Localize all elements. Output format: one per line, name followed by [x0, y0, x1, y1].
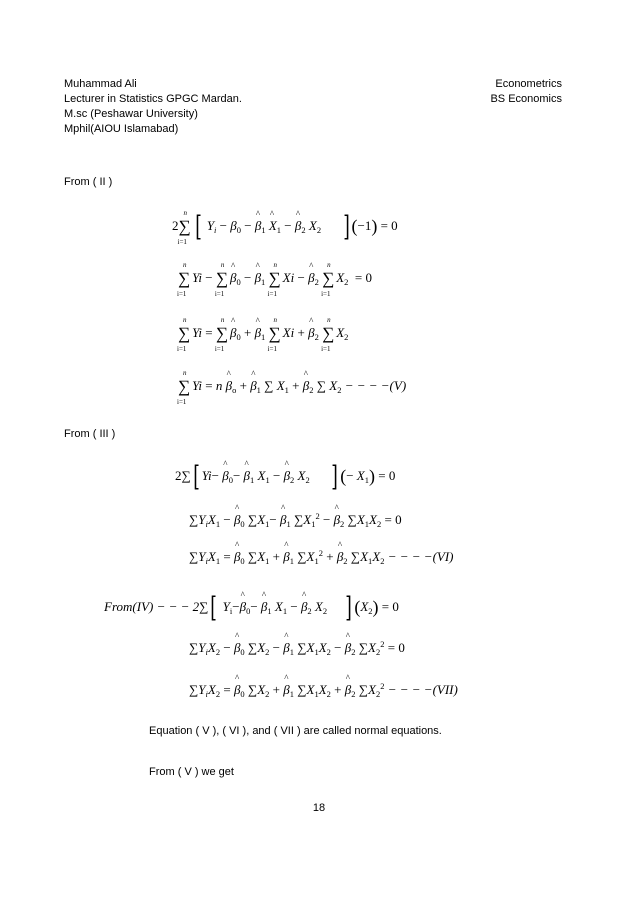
- from-v-note: From ( V ) we get: [149, 766, 234, 778]
- author-degree-msc: M.sc (Peshawar University): [64, 108, 198, 120]
- course-name: Econometrics: [495, 78, 562, 90]
- equation-ii-2: ∑ n i=1 Yi − ∑ n i=1 ^ $\beta_0$ − ^ $\beta_1$ ∑ n i=1 Xi − ^ $\beta_2$ ∑ n i=1 $X_2 = 0$: [178, 270, 372, 287]
- equation-vii-tag: − − − −(VII): [387, 682, 458, 697]
- equation-iii-1: 2∑[ Yi− ^ $\beta_0-$ ^ $\beta_1$ $X_1$ − ^ $\beta_2$ $X_2$ ] (− $X_1) = 0$: [175, 463, 395, 491]
- equation-iv-2: $\sum Y_iX_2$ − ^ $\beta_0$ $\sum X_2$ − ^ $\beta_1$ $\sum X_1X_2$ − ^ $\beta_2$ $\sum X_2^2 = 0$: [189, 640, 405, 657]
- section-from-ii: From ( II ): [64, 176, 113, 188]
- section-from-iii: From ( III ): [64, 428, 116, 440]
- author-block: [64, 77, 242, 137]
- page-number: 18: [312, 802, 326, 814]
- equation-v: ∑ n i=1 Yi = n ^ $\beta_o$ + ^ $\beta_1$ ∑ $X_1$ + ^ $\beta_2$ ∑ $X_2$ − − − −(V): [178, 378, 406, 395]
- equation-vi-tag: − − − −(VI): [387, 549, 454, 564]
- equation-iii-2: $\sum Y_iX_1$ − ^ $\beta_0$ $\sum X_1-$ ^ $\beta_1$ $\sum X_1^2$ − ^ $\beta_2$ $\sum X_1X_2 = 0$: [189, 512, 402, 529]
- equation-vii: $\sum Y_iX_2$ = ^ $\beta_0$ $\sum X_2$ + ^ $\beta_1$ $\sum X_1X_2$ + ^ $\beta_2$ $\sum X_2^2$ − − − −(VII): [189, 682, 458, 699]
- equation-ii-1: 2∑ n i=1 [ $Y_i - \beta_0$ − ^ $\beta_1$ ^ $X_1$ − ^ $\beta_2$ $X_2$ ] (−1) = 0: [172, 213, 398, 241]
- course-block: [490, 77, 562, 107]
- author-position: Lecturer in Statistics GPGC Mardan.: [64, 93, 242, 105]
- normal-equations-note: Equation ( V ), ( VI ), and ( VII ) are called normal equations.: [149, 725, 442, 737]
- equation-iv: From(IV) − − − 2∑[ $Y_i-\^{}$ $\beta_0-$ ^ $\beta_1$ $X_1$ − ^ $\beta_2$ $X_2$ ] $(X_2) = 0$: [104, 594, 399, 622]
- course-program: BS Economics: [490, 93, 562, 105]
- equation-ii-3: ∑ n i=1 Yi = ∑ n i=1 ^ $\beta_0$ + ^ $\beta_1$ ∑ n i=1 Xi + ^ $\beta_2$ ∑ n i=1 $X_2$: [178, 325, 348, 342]
- author-degree-mphil: Mphil(AIOU Islamabad): [64, 123, 179, 135]
- equation-vi: $\sum Y_iX_1$ = ^ $\beta_0$ $\sum X_1$ + ^ $\beta_1$ $\sum X_1^2$ + ^ $\beta_2$ $\sum X_1X_2$ − − − −(VI): [189, 549, 454, 566]
- author-name: Muhammad Ali: [64, 78, 137, 90]
- equation-iv-prefix: From(IV) − − − 2: [104, 599, 200, 614]
- equation-v-tag: − − − −(V): [344, 378, 407, 393]
